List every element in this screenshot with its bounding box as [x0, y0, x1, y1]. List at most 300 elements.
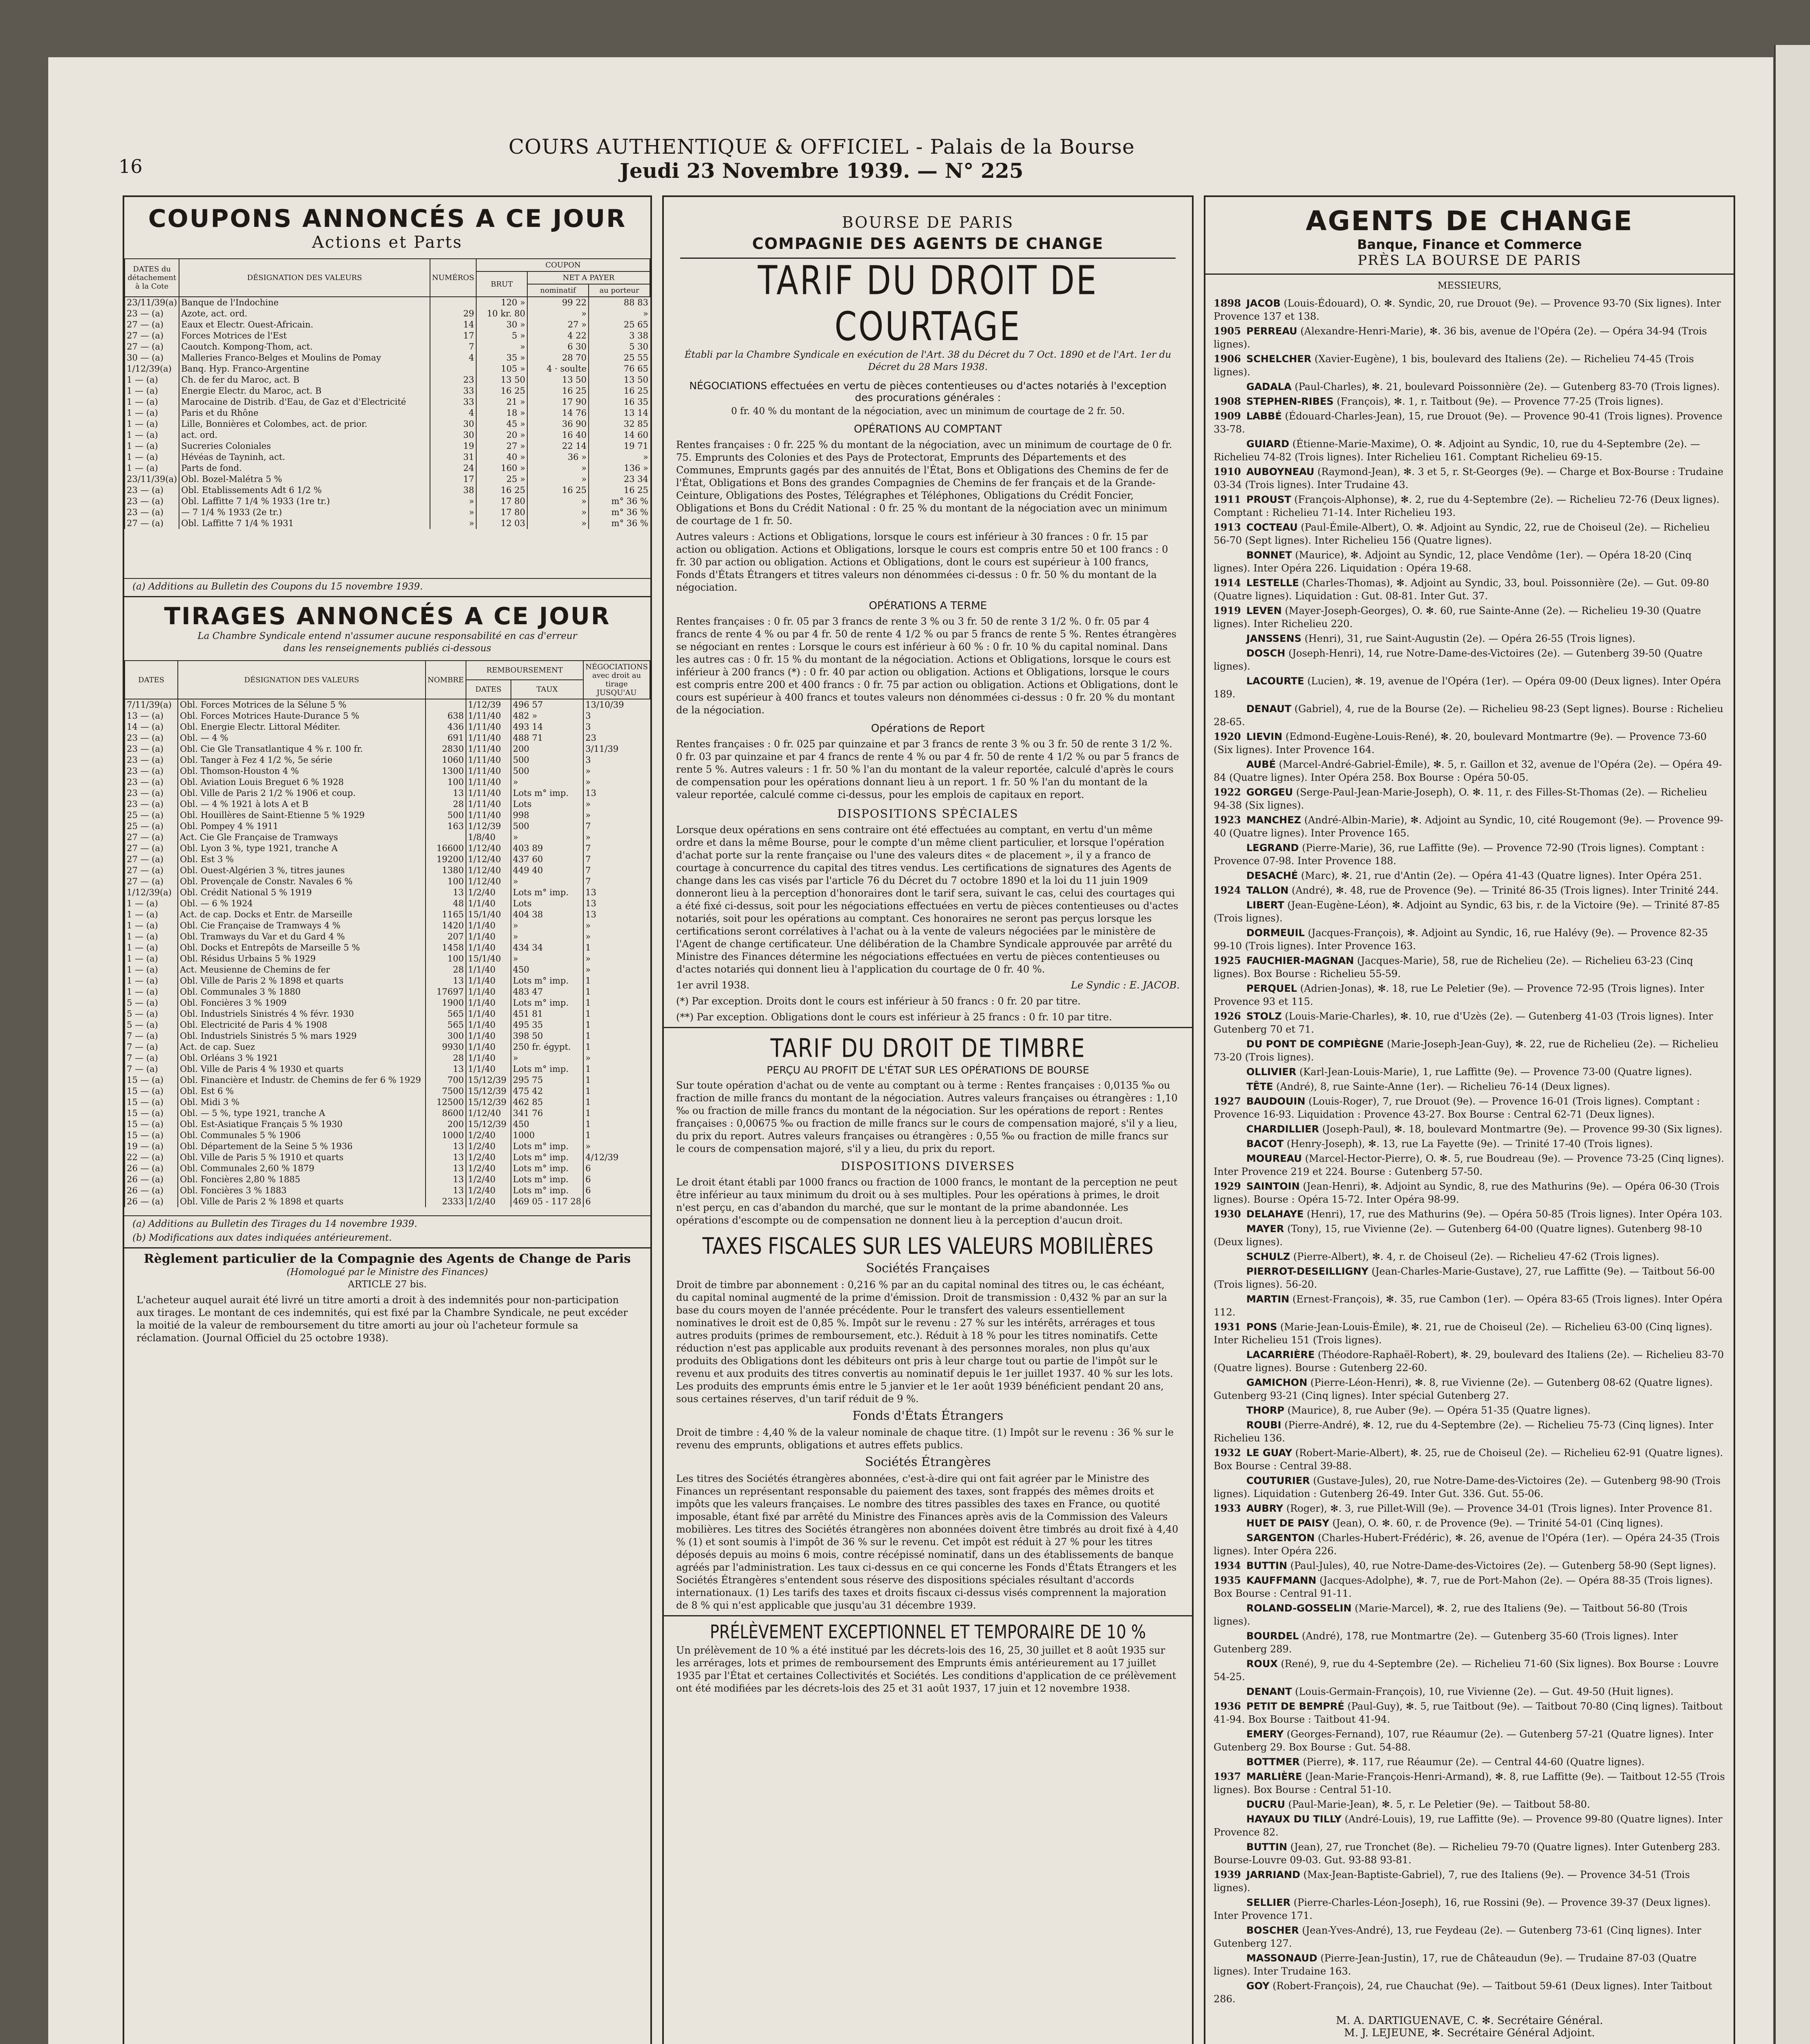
tirage-cell: 451 81: [511, 1009, 583, 1020]
agent-year: 1927: [1214, 1095, 1241, 1107]
tirage-row: [125, 1097, 650, 1108]
agent-name: SCHULZ: [1246, 1251, 1290, 1262]
agent-name: ROLAND-GOSSELIN: [1246, 1602, 1352, 1614]
tirage-cell: Lots m° imp.: [511, 887, 583, 898]
tirage-row: [125, 744, 650, 755]
agent-details: (Marcel-André-Gabriel-Émile), ✻. 5, r. Gaillon et 32, avenue de l'Opéra (2e). — Opéra 49-84 (Quatre lignes). Inter Opéra 258. Box Bourse : Opéra 50-05.: [1214, 759, 1722, 783]
tirage-cell: 13: [426, 1163, 466, 1174]
coupons-rows: [125, 297, 650, 529]
tirage-cell: 341 76: [511, 1108, 583, 1119]
agent-entry: [1205, 1840, 1734, 1867]
agent-details: (Paul-Émile-Albert), O. ✻. Adjoint au Syndic, 22, rue de Choiseul (2e). — Richelieu 56-70 (Sept lignes). Inter Richelieu 156 (Quatre lignes).: [1214, 522, 1710, 546]
tirage-cell: Obl. Electricité de Paris 4 % 1908: [178, 1020, 426, 1031]
tirage-cell: 27 — (a): [125, 865, 178, 876]
tirages-header-nombre: NOMBRE: [426, 661, 466, 699]
tirage-cell: 1/11/40: [466, 744, 511, 755]
agent-name: SAINTOIN: [1246, 1181, 1300, 1192]
tirage-cell: 27 — (a): [125, 854, 178, 865]
tirage-cell: 2333: [426, 1196, 466, 1207]
diverses-text: Le droit étant établi par 1000 francs ou fraction de 1000 francs, le montant de la perception ne peut être inférieur au taux minimum du droit ou à ses multiples. Pour les opérations à primes, le droit n'est perçu, en cas d'abandon du marché, que sur le montant de la prime abandonnée. Les opérations d'escompte ou de compensation ne donnent lieu à la perception d'aucun droit.: [676, 1177, 1178, 1226]
coupon-cell: 36 90: [527, 419, 589, 430]
agent-name: BUTTIN: [1246, 1560, 1288, 1571]
agent-details: (Jacques-François), ✻. Adjoint au Syndic, 16, rue Halévy (9e). — Provence 82-35 99-10 (Trois lignes). Inter Provence 163.: [1214, 927, 1708, 952]
tirage-row: [125, 1119, 650, 1130]
agent-details: (Mayer-Joseph-Georges), O. ✻. 60, rue Sainte-Anne (2e). — Richelieu 19-30 (Quatre lignes). Inter Richelieu 220.: [1214, 605, 1701, 630]
tirages-title: TIRAGES ANNONCÉS A CE JOUR: [164, 602, 611, 630]
tirage-cell: 1/11/40: [466, 710, 511, 722]
tirage-cell: Obl. Ouest-Algérien 3 %, titres jaunes: [178, 865, 426, 876]
agent-name: HAYAUX DU TILLY: [1246, 1813, 1342, 1825]
agent-year: 1936: [1214, 1700, 1241, 1712]
tirage-cell: 1/1/40: [466, 997, 511, 1009]
tirage-cell: Obl. Ville de Paris 2 1/2 % 1906 et coup.: [178, 788, 426, 799]
tirage-cell: 25 — (a): [125, 821, 178, 832]
tirage-cell: 1/11/40: [466, 755, 511, 766]
tirage-cell: 163: [426, 821, 466, 832]
tirage-row: [125, 1152, 650, 1163]
coupon-cell: 17 90: [527, 397, 589, 408]
tirage-cell: 26 — (a): [125, 1174, 178, 1185]
agent-entry: [1205, 576, 1734, 603]
agent-details: (Pierre-Jean-Justin), 17, rue de Châteaudun (9e). — Trudaine 87-03 (Quatre lignes). Inter Trudaine 163.: [1214, 1952, 1697, 1977]
tirage-cell: 7: [583, 854, 650, 865]
tirage-row: [125, 854, 650, 865]
tirage-cell: Obl. Foncières 2,80 % 1885: [178, 1174, 426, 1185]
agent-year: 1924: [1214, 884, 1241, 896]
agent-details: (Jean-Yves-André), 13, rue Feydeau (2e). — Gutenberg 73-61 (Cinq lignes). Inter Gutenberg 127.: [1214, 1925, 1702, 1949]
coupon-cell: 16 40: [527, 430, 589, 441]
agent-entry: [1205, 1136, 1734, 1151]
societes-francaises-title: Sociétés Françaises: [866, 1261, 990, 1275]
tirage-cell: 7: [583, 876, 650, 887]
agent-details: (Karl-Jean-Louis-Marie), 1, rue Laffitte (9e). — Provence 73-00 (Quatre lignes).: [1299, 1066, 1692, 1078]
agent-details: (Pierre-André), ✻. 12, rue du 4-Septembre (2e). — Richelieu 75-73 (Cinq lignes). Inter Richelieu 136.: [1214, 1419, 1714, 1444]
coupon-cell: 18 »: [476, 408, 527, 419]
agent-details: (André), 8, rue Sainte-Anne (1er). — Richelieu 76-14 (Deux lignes).: [1276, 1081, 1611, 1092]
tirage-cell: 1/12/39: [466, 821, 511, 832]
agent-entry: [1205, 394, 1734, 409]
coupon-cell: 105 »: [476, 363, 527, 374]
coupon-cell: 5 30: [589, 341, 650, 352]
tirage-cell: 13: [426, 1064, 466, 1075]
tirage-cell: 7: [583, 843, 650, 854]
tirage-cell: 23 — (a): [125, 766, 178, 777]
tirage-cell: 1/12/40: [466, 876, 511, 887]
tirage-cell: Lots m° imp.: [511, 1163, 583, 1174]
tirage-cell: 1/1/40: [466, 1053, 511, 1064]
tirage-cell: 17697: [426, 986, 466, 997]
agent-name: DOSCH: [1246, 648, 1286, 659]
tirage-cell: 1165: [426, 909, 466, 920]
agent-name: LIBERT: [1246, 899, 1284, 911]
agent-details: (Adrien-Jonas), ✻. 18, rue Le Peletier (9e). — Provence 72-95 (Trois lignes). Inter Provence 93 et 115.: [1214, 983, 1704, 1007]
tirage-cell: 207: [426, 931, 466, 942]
tirage-cell: 1/2/40: [466, 1185, 511, 1196]
agent-name: PETIT DE BEMPRÉ: [1246, 1701, 1344, 1712]
tirage-cell: 8600: [426, 1108, 466, 1119]
tirage-cell: 1/2/40: [466, 1196, 511, 1207]
agent-entry: [1205, 646, 1734, 674]
tirage-cell: 1300: [426, 766, 466, 777]
tirage-cell: Obl. Cie Gle Transatlantique 4 % r. 100 fr.: [178, 744, 426, 755]
coupon-cell: 17 80: [476, 496, 527, 507]
coupon-cell: »: [430, 496, 476, 507]
tirages-note-b: (b) Modifications aux dates indiquées antérieurement.: [132, 1233, 392, 1243]
coupon-cell: 1 — (a): [125, 441, 179, 452]
coupon-row: [125, 385, 650, 397]
coupon-cell: 16 25: [476, 385, 527, 397]
tirage-cell: Obl. Forces Motrices de la Sélune 5 %: [178, 699, 426, 710]
agent-details: (Serge-Paul-Jean-Marie-Joseph), O. ✻. 11, r. des Filles-St-Thomas (2e). — Richelieu 94-38 (Six lignes).: [1214, 787, 1707, 811]
tirage-cell: 6: [583, 1163, 650, 1174]
agent-details: (Edmond-Eugène-Louis-René), ✻. 20, boulevard Montmartre (9e). — Provence 73-60 (Six lignes). Inter Provence 164.: [1214, 731, 1707, 755]
coupon-cell: 4: [430, 408, 476, 419]
coupon-cell: 10 kr. 80: [476, 308, 527, 319]
tirage-cell: 1/12/40: [466, 1108, 511, 1119]
tirage-cell: 1380: [426, 865, 466, 876]
tirage-cell: Obl. Est 3 %: [178, 854, 426, 865]
tirage-cell: 1/1/40: [466, 1020, 511, 1031]
tirage-cell: Obl. Résidus Urbains 5 % 1929: [178, 953, 426, 964]
tirage-cell: 7 — (a): [125, 1064, 178, 1075]
coupons-subtitle: Actions et Parts: [312, 233, 463, 252]
tirage-cell: Lots m° imp.: [511, 1174, 583, 1185]
coupon-cell: 14 76: [527, 408, 589, 419]
tirage-row: [125, 1141, 650, 1152]
agent-name: LE GUAY: [1246, 1447, 1293, 1459]
tirage-cell: 1: [583, 1086, 650, 1097]
tirages-header-dates: DATES: [125, 661, 178, 699]
agent-details: (François-Alphonse), ✻. 2, rue du 4-Septembre (2e). — Richelieu 72-76 (Deux lignes). Comptant : Richelieu 71-14. Inter Richelieu 193.: [1214, 494, 1720, 518]
tirage-cell: 1: [583, 1119, 650, 1130]
agent-entry: [1205, 898, 1734, 926]
tirages-header-designation: DÉSIGNATION DES VALEURS: [178, 661, 426, 699]
tirage-cell: 1/2/40: [466, 1163, 511, 1174]
agent-entry: [1205, 324, 1734, 352]
agent-year: 1930: [1214, 1208, 1241, 1220]
negociations-title: NÉGOCIATIONS effectuées en vertu de pièces contentieuses ou d'actes notariés à l'exception des procurations générales :: [689, 380, 1167, 403]
coupon-cell: 136 »: [589, 463, 650, 474]
officer-2: M. J. LEJEUNE, ✻. Secrétaire Général Adjoint.: [1344, 2027, 1595, 2039]
agent-name: JANSSENS: [1246, 633, 1301, 644]
agent-entry: [1205, 868, 1734, 883]
footnote-2: (**) Par exception. Obligations dont le cours est inférieur à 25 francs : 0 fr. 10 par titre.: [676, 1011, 1112, 1023]
agent-year: 1905: [1214, 325, 1241, 337]
agent-year: 1914: [1214, 577, 1241, 589]
agent-entry: [1205, 1812, 1734, 1840]
reglement-title: Règlement particulier de la Compagnie des Agents de Change de Paris: [143, 1252, 631, 1266]
agent-details: (Georges-Fernand), 107, rue Réaumur (2e). — Gutenberg 57-21 (Quatre lignes). Inter Gutenberg 29. Box Bourse : Gut. 54-88.: [1214, 1728, 1714, 1753]
agent-name: DORMEUIL: [1246, 927, 1305, 939]
report-title: Opérations de Report: [871, 722, 985, 735]
coupon-cell: »: [430, 507, 476, 518]
agent-name: MOUREAU: [1246, 1153, 1302, 1164]
agent-name: LEVEN: [1246, 605, 1282, 616]
coupon-cell: Paris et du Rhône: [179, 408, 430, 419]
tirage-cell: 700: [426, 1075, 466, 1086]
tirage-cell: 23: [583, 733, 650, 744]
coupon-cell: 1 — (a): [125, 385, 179, 397]
coupon-cell: 33: [430, 385, 476, 397]
agent-entry: [1205, 702, 1734, 729]
tirage-cell: 3: [583, 722, 650, 733]
tirage-cell: Obl. Communales 3 % 1880: [178, 986, 426, 997]
coupon-row: [125, 352, 650, 363]
tirage-cell: 15 — (a): [125, 1119, 178, 1130]
agent-entry: [1205, 1446, 1734, 1473]
tirage-cell: 1/2/40: [466, 1130, 511, 1141]
agent-year: 1906: [1214, 353, 1241, 365]
agent-entry: [1205, 1895, 1734, 1923]
agent-entry: [1205, 1292, 1734, 1320]
coupon-cell: 20 »: [476, 430, 527, 441]
agent-name: OLLIVIER: [1246, 1066, 1297, 1078]
agent-name: AUBOYNEAU: [1246, 466, 1315, 477]
coupon-cell: 36 »: [527, 452, 589, 463]
tirage-cell: Obl. Ville de Paris 2 % 1898 et quarts: [178, 975, 426, 986]
agent-name: PONS: [1246, 1321, 1277, 1333]
tirage-cell: 3: [583, 755, 650, 766]
coupon-cell: 16 35: [589, 397, 650, 408]
agent-name: AUBÉ: [1246, 759, 1276, 770]
tirage-cell: [426, 832, 466, 843]
agent-name: DENAUT: [1246, 703, 1292, 715]
coupon-cell: »: [527, 474, 589, 485]
tirage-cell: 1/11/40: [466, 722, 511, 733]
agent-entry: [1205, 953, 1734, 981]
tirage-cell: 1 — (a): [125, 964, 178, 975]
bourse-kicker: BOURSE DE PARIS: [842, 213, 1014, 231]
agent-entry: [1205, 729, 1734, 757]
tirage-cell: 1/12/40: [466, 865, 511, 876]
agent-entry: [1205, 1151, 1734, 1179]
coupon-cell: Sucreries Coloniales: [179, 441, 430, 452]
coupon-row: [125, 496, 650, 507]
coupon-cell: [430, 297, 476, 308]
tirage-row: [125, 810, 650, 821]
coupon-cell: 32 85: [589, 419, 650, 430]
agent-details: (Louis-Roger), 7, rue Drouot (9e). — Provence 16-01 (Trois lignes). Comptant : Provence 16-93. Liquidation : Provence 43-27. Box Bourse : Central 62-71 (Deux lignes).: [1214, 1096, 1700, 1120]
agent-name: LACOURTE: [1246, 675, 1304, 687]
tirage-cell: »: [583, 810, 650, 821]
tirage-cell: »: [583, 953, 650, 964]
tarif-courtage-sub: Établi par la Chambre Syndicale en exécution de l'Art. 38 du Décret du 7 Oct. 1890 et de l'Art. 1er du Décret du 28 Mars 1938.: [684, 350, 1172, 372]
agent-entry: [1205, 1629, 1734, 1656]
coupon-cell: Eaux et Electr. Ouest-Africain.: [179, 319, 430, 330]
tirage-row: [125, 964, 650, 975]
agent-name: ROUX: [1246, 1658, 1278, 1670]
tirage-cell: Obl. — 6 % 1924: [178, 898, 426, 909]
agent-name: GADALA: [1246, 381, 1292, 392]
agent-entry: [1205, 1375, 1734, 1403]
coupons-header-net: NET A PAYER: [527, 271, 650, 284]
tirage-cell: 6: [583, 1174, 650, 1185]
agent-name: PROUST: [1246, 494, 1291, 505]
coupons-header-numeros: NUMÉROS: [430, 259, 476, 297]
tirage-cell: Lots m° imp.: [511, 1141, 583, 1152]
tirage-cell: 100: [426, 876, 466, 887]
tirage-cell: 15 — (a): [125, 1097, 178, 1108]
tirage-cell: »: [583, 1053, 650, 1064]
coupon-cell: »: [527, 507, 589, 518]
tirage-cell: 15 — (a): [125, 1108, 178, 1119]
coupon-row: [125, 485, 650, 496]
tirage-cell: 5 — (a): [125, 997, 178, 1009]
tirage-cell: 1420: [426, 920, 466, 931]
tirage-cell: 1: [583, 1097, 650, 1108]
coupon-row: [125, 452, 650, 463]
tirage-cell: 1/1/40: [466, 986, 511, 997]
tirage-cell: 200: [426, 1119, 466, 1130]
tirage-cell: Obl. Tramways du Var et du Gard 4 %: [178, 931, 426, 942]
tirage-cell: 500: [511, 821, 583, 832]
coupons-header-designation: DÉSIGNATION DES VALEURS: [179, 259, 430, 297]
agent-entry: [1205, 1207, 1734, 1221]
coupon-row: [125, 474, 650, 485]
tirage-cell: 1: [583, 1020, 650, 1031]
coupon-cell: Lille, Bonnières et Colombes, act. de prior.: [179, 419, 430, 430]
officer-1: M. A. DARTIGUENAVE, C. ✻. Secrétaire Général.: [1336, 2015, 1603, 2027]
agent-entry: [1205, 1531, 1734, 1558]
coupon-cell: m° 36 %: [589, 518, 650, 529]
coupon-row: [125, 363, 650, 374]
tirage-row: [125, 1130, 650, 1141]
agent-details: (Jean-Marie-François-Henri-Armand), ✻. 8, rue Laffitte (9e). — Taitbout 12-55 (Trois lignes). Box Bourse : Central 51-10.: [1214, 1771, 1725, 1795]
tirage-row: [125, 799, 650, 810]
coupon-row: [125, 397, 650, 408]
tirage-cell: 1/11/40: [466, 799, 511, 810]
agent-details: (Jean), O. ✻. 60, r. de Provence (9e). — Trinité 54-01 (Cinq lignes).: [1332, 1517, 1663, 1529]
coupon-cell: 27 »: [527, 319, 589, 330]
agents-messieurs: MESSIEURS,: [1437, 280, 1502, 291]
coupon-cell: 29: [430, 308, 476, 319]
tirage-cell: Obl. Industriels Sinistrés 4 % févr. 1930: [178, 1009, 426, 1020]
tirages-table: [124, 660, 650, 1207]
coupon-cell: »: [430, 518, 476, 529]
societes-francaises-text: Droit de timbre par abonnement : 0,216 % par an du capital nominal des titres ou, le cas échéant, du capital nominal augmenté de la prime d'émission. Droit de transmission : 0,432 % par an sur la base du cours moyen de l'année précédente. Pour le transfert des valeurs essentiellement nominatives le droit est de 0,85 %. Impôt sur le revenu : 27 % sur les intérêts, arrérages et tous autres produits (primes de remboursement, etc.). Réduit à 18 % pour les titres nominatifs. Cette réduction n'est pas applicable aux produits revenant à des personnes morales, non plus qu'aux produits des Obligations dont les débiteurs ont pris à leur charge tout ou partie de l'impôt sur le revenu et aux produits des titres convertis au nominatif depuis le 1er juillet 1937. 40 % sur les lots. Les produits des emprunts émis entre le 5 janvier et le 1er août 1939 bénéficient pendant 20 ans, sous certaines réserves, d'un tarif réduit de 9 %.: [676, 1279, 1173, 1405]
coupon-row: [125, 430, 650, 441]
tirage-cell: 15/12/39: [466, 1086, 511, 1097]
agent-details: (Marc), ✻. 21, rue d'Antin (2e). — Opéra 41-43 (Quatre lignes). Inter Opéra 251.: [1301, 870, 1702, 881]
taxes-title: TAXES FISCALES SUR LES VALEURS MOBILIÈRES: [702, 1233, 1154, 1260]
agent-details: (Pierre-Charles-Léon-Joseph), 16, rue Rossini (9e). — Provence 39-37 (Deux lignes). Inter Provence 171.: [1214, 1897, 1711, 1921]
agent-name: TÊTE: [1246, 1081, 1273, 1092]
tirages-rows: [125, 699, 650, 1207]
tirage-cell: 1: [583, 975, 650, 986]
agent-details: (Xavier-Eugène), 1 bis, boulevard des Italiens (2e). — Richelieu 74-45 (Trois lignes).: [1214, 353, 1694, 378]
tirage-cell: Obl. Energie Electr. Littoral Méditer.: [178, 722, 426, 733]
coupon-cell: 1 — (a): [125, 408, 179, 419]
agent-entry: [1205, 1501, 1734, 1516]
agent-entry: [1205, 520, 1734, 548]
tirage-cell: 13: [426, 1152, 466, 1163]
agent-entry: [1205, 757, 1734, 785]
tirage-cell: 13: [426, 1141, 466, 1152]
tirage-cell: 1/1/40: [466, 920, 511, 931]
tirage-row: [125, 1020, 650, 1031]
tirage-cell: 7: [583, 821, 650, 832]
agent-details: (Jacques-Adolphe), ✻. 7, rue de Port-Mahon (2e). — Opéra 88-35 (Trois lignes). Box Bourse : Central 91-11.: [1214, 1575, 1713, 1599]
coupon-cell: Azote, act. ord.: [179, 308, 430, 319]
coupon-cell: 13 14: [589, 408, 650, 419]
coupon-cell: 40 »: [476, 452, 527, 463]
tirage-row: [125, 920, 650, 931]
agent-year: 1926: [1214, 1010, 1241, 1022]
coupon-cell: 13 50: [527, 374, 589, 385]
coupon-cell: 1/12/39(a): [125, 363, 179, 374]
agent-details: (Paul-Jules), 40, rue Notre-Dame-des-Victoires (2e). — Gutenberg 58-90 (Sept lignes).: [1290, 1560, 1716, 1571]
masthead: [491, 135, 1153, 183]
coupon-cell: 38: [430, 485, 476, 496]
prelevement-text: Un prélèvement de 10 % a été institué par les décrets-lois des 16, 25, 30 juillet et 8 août 1935 sur les arrérages, lots et primes de remboursement des Emprunts émis antérieurement au 17 juillet 1935 par l'État et certaines Collectivités et Sociétés. Les conditions d'application de ce prélèvement ont été modifiées par les décrets-lois des 25 et 31 août 1937, 17 juin et 12 novembre 1938.: [676, 1645, 1176, 1694]
tarifs-column: [662, 195, 1194, 2044]
tirage-cell: 1: [583, 997, 650, 1009]
agent-entry: [1205, 1951, 1734, 1979]
tirage-cell: 1: [583, 986, 650, 997]
tirage-cell: 1: [583, 1009, 650, 1020]
tirage-cell: 1900: [426, 997, 466, 1009]
tirage-cell: 469 05 - 117 28: [511, 1196, 583, 1207]
agent-details: (André), ✻. 48, rue de Provence (9e). — Trinité 86-35 (Trois lignes). Inter Trinité 244.: [1291, 885, 1719, 896]
tirage-cell: Obl. Lyon 3 %, type 1921, tranche A: [178, 843, 426, 854]
terme-title: OPÉRATIONS A TERME: [869, 600, 987, 612]
masthead-date: Jeudi 23 Novembre 1939. — N° 225: [620, 159, 1024, 183]
tirage-cell: 1: [583, 942, 650, 953]
agent-details: (Robert-François), 24, rue Chauchat (9e). — Taitbout 59-61 (Deux lignes). Inter Taitbout 286.: [1214, 1980, 1712, 2005]
agent-details: (Pierre), ✻. 117, rue Réaumur (2e). — Central 44-60 (Quatre lignes).: [1303, 1756, 1645, 1768]
agent-details: (Jean-Henri), ✻. Adjoint au Syndic, 8, rue des Mathurins (9e). — Opéra 06-30 (Trois lignes). Bourse : Opéra 15-72. Inter Opéra 98-99.: [1214, 1181, 1720, 1205]
coupon-row: [125, 308, 650, 319]
tirage-cell: 300: [426, 1031, 466, 1042]
agent-details: (Paul-Marie-Jean), ✻. 5, r. Le Peletier (9e). — Taitbout 58-80.: [1288, 1799, 1590, 1810]
coupon-cell: »: [476, 341, 527, 352]
agent-name: DENANT: [1246, 1686, 1292, 1697]
tirage-cell: 495 35: [511, 1020, 583, 1031]
tirage-row: [125, 942, 650, 953]
tirage-cell: 1 — (a): [125, 942, 178, 953]
coupon-row: [125, 330, 650, 341]
agent-year: 1931: [1214, 1321, 1241, 1333]
tirage-cell: 13: [583, 898, 650, 909]
tirage-cell: 1/2/40: [466, 1141, 511, 1152]
tirage-cell: 493 14: [511, 722, 583, 733]
agent-details: (Joseph-Paul), ✻. 18, boulevard Montmartre (9e). — Provence 99-30 (Six lignes).: [1322, 1123, 1723, 1135]
tirage-cell: 7: [583, 865, 650, 876]
coupon-cell: 1 — (a): [125, 397, 179, 408]
tirage-cell: 998: [511, 810, 583, 821]
tirage-row: [125, 1196, 650, 1207]
tirage-cell: 1/11/40: [466, 733, 511, 744]
report-text: Rentes françaises : 0 fr. 025 par quinzaine et par 3 francs de rente 3 % ou 3 fr. 50 de rente 3 1/2 %. 0 fr. 03 par quinzaine et par 4 francs de rente 4 % ou par 4 fr. 50 de rente 4 1/2 % ou par 5 francs de rente 5 %. Autres valeurs : 1 fr. 50 % l'an du montant de la valeur reportée, calculé d'après le cours de compensation pour les opérations donnant lieu à un report. 1 fr. 50 % l'an du montant de la valeur reportée, calculé comme ci-dessus, pour les emplois de capitaux en report.: [676, 738, 1179, 800]
agent-year: 1929: [1214, 1180, 1241, 1192]
agent-name: DELAHAYE: [1246, 1208, 1304, 1220]
tirage-cell: 1 — (a): [125, 931, 178, 942]
tirage-cell: Lots m° imp.: [511, 788, 583, 799]
coupon-row: [125, 518, 650, 529]
agent-name: MASSONAUD: [1246, 1952, 1317, 1964]
agent-entry: [1205, 1037, 1734, 1065]
agent-entry: [1205, 1079, 1734, 1094]
coupons-table: [124, 258, 650, 529]
agent-name: BOURDEL: [1246, 1630, 1299, 1642]
agent-name: BAUDOUIN: [1246, 1096, 1306, 1107]
footnote-1: (*) Par exception. Droits dont le cours est inférieur à 50 francs : 0 fr. 20 par titre.: [676, 995, 1081, 1007]
tirage-cell: 691: [426, 733, 466, 744]
tirage-cell: Obl. Houillères de Saint-Etienne 5 % 1929: [178, 810, 426, 821]
tirage-row: [125, 699, 650, 710]
agent-entry: [1205, 603, 1734, 631]
coupon-cell: Forces Motrices de l'Est: [179, 330, 430, 341]
